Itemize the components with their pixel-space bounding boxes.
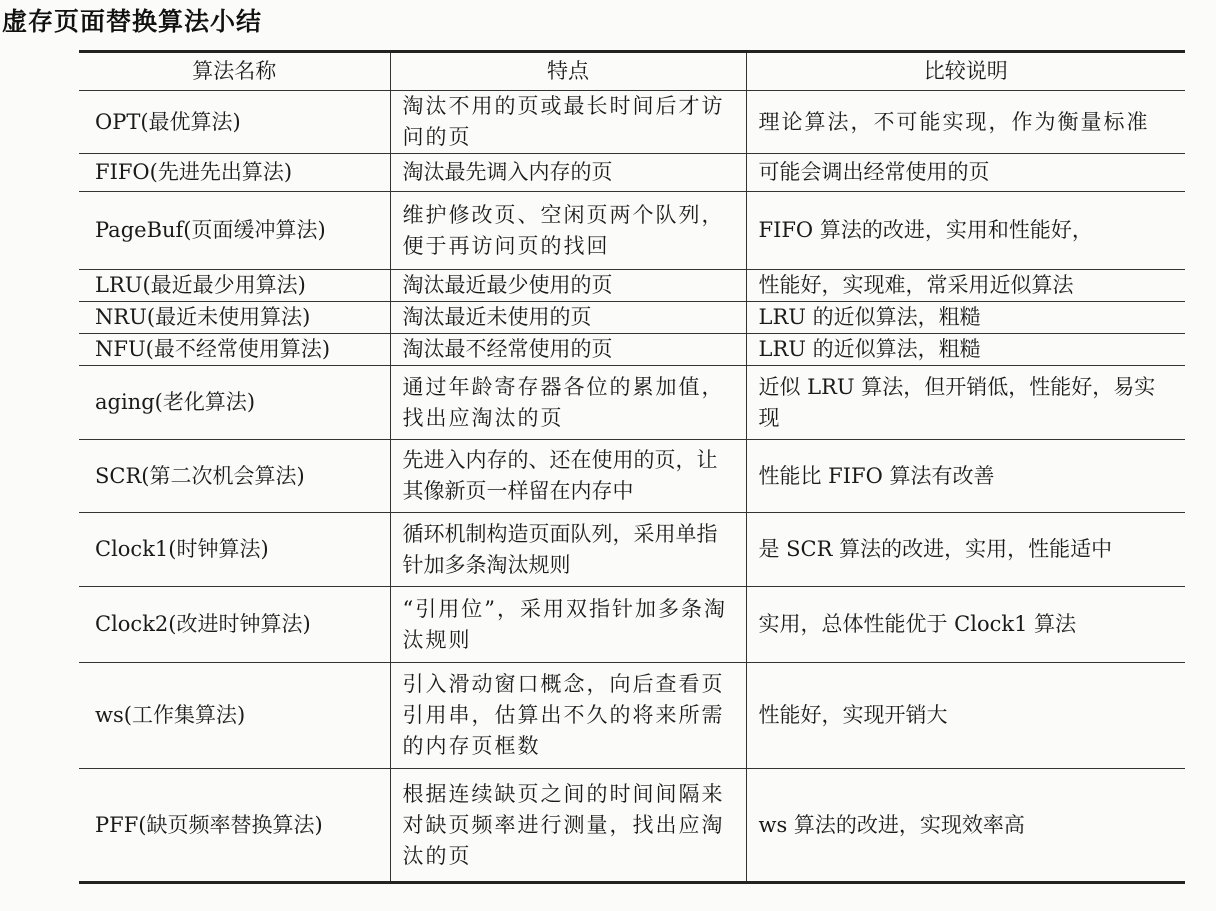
table-row bbox=[79, 192, 1185, 270]
table-row bbox=[79, 769, 1185, 883]
feature-cell: 根据连续缺页之间的时间间隔来对缺页频率进行测量，找出应淘汰的页 bbox=[390, 769, 746, 883]
comparison-cell: 实用，总体性能优于 Clock1 算法 bbox=[746, 587, 1185, 663]
comparison-cell: 近似 LRU 算法，但开销低，性能好，易实现 bbox=[746, 366, 1185, 440]
feature-cell: 循环机制构造页面队列，采用单指针加多条淘汰规则 bbox=[390, 513, 746, 587]
feature-cell: 先进入内存的、还在使用的页，让其像新页一样留在内存中 bbox=[390, 440, 746, 513]
algorithm-name-cell: NRU(最近未使用算法) bbox=[79, 302, 390, 334]
comparison-cell: FIFO 算法的改进，实用和性能好， bbox=[746, 192, 1185, 270]
table-header-row bbox=[79, 52, 1185, 91]
table-row bbox=[79, 302, 1185, 334]
algorithm-name-cell: NFU(最不经常使用算法) bbox=[79, 334, 390, 366]
page-title: 虚存页面替换算法小结 bbox=[2, 7, 263, 36]
table-row bbox=[79, 91, 1185, 154]
feature-cell: 淘汰不用的页或最长时间后才访问的页 bbox=[390, 91, 746, 154]
algorithm-name-cell: PFF(缺页频率替换算法) bbox=[79, 769, 390, 883]
feature-cell: 淘汰最近未使用的页 bbox=[390, 302, 746, 334]
table-row bbox=[79, 663, 1185, 769]
algorithm-name-cell: Clock2(改进时钟算法) bbox=[79, 587, 390, 663]
algorithm-name-cell: OPT(最优算法) bbox=[79, 91, 390, 154]
algorithm-name-cell: PageBuf(页面缓冲算法) bbox=[79, 192, 390, 270]
algorithm-summary-table bbox=[79, 50, 1185, 884]
comparison-cell: 性能好，实现难，常采用近似算法 bbox=[746, 270, 1185, 302]
algorithm-name-cell: SCR(第二次机会算法) bbox=[79, 440, 390, 513]
feature-cell: 引入滑动窗口概念，向后查看页引用串，估算出不久的将来所需的内存页框数 bbox=[390, 663, 746, 769]
comparison-cell: 是 SCR 算法的改进，实用，性能适中 bbox=[746, 513, 1185, 587]
table-row bbox=[79, 440, 1185, 513]
feature-cell: 通过年龄寄存器各位的累加值，找出应淘汰的页 bbox=[390, 366, 746, 440]
table-row bbox=[79, 587, 1185, 663]
comparison-cell: LRU 的近似算法，粗糙 bbox=[746, 302, 1185, 334]
feature-cell: 淘汰最先调入内存的页 bbox=[390, 154, 746, 192]
header-comparison: 比较说明 bbox=[746, 52, 1185, 91]
comparison-cell: LRU 的近似算法，粗糙 bbox=[746, 334, 1185, 366]
header-feature: 特点 bbox=[390, 52, 746, 91]
algorithm-name-cell: FIFO(先进先出算法) bbox=[79, 154, 390, 192]
algorithm-name-cell: Clock1(时钟算法) bbox=[79, 513, 390, 587]
comparison-cell: 理论算法，不可能实现，作为衡量标准 bbox=[746, 91, 1185, 154]
feature-cell: 淘汰最不经常使用的页 bbox=[390, 334, 746, 366]
comparison-cell: ws 算法的改进，实现效率高 bbox=[746, 769, 1185, 883]
table-row bbox=[79, 513, 1185, 587]
header-algorithm-name: 算法名称 bbox=[79, 52, 390, 91]
table-row bbox=[79, 334, 1185, 366]
table-row bbox=[79, 154, 1185, 192]
algorithm-name-cell: ws(工作集算法) bbox=[79, 663, 390, 769]
table-row bbox=[79, 366, 1185, 440]
feature-cell: 淘汰最近最少使用的页 bbox=[390, 270, 746, 302]
comparison-cell: 可能会调出经常使用的页 bbox=[746, 154, 1185, 192]
comparison-cell: 性能好，实现开销大 bbox=[746, 663, 1185, 769]
comparison-cell: 性能比 FIFO 算法有改善 bbox=[746, 440, 1185, 513]
table-row bbox=[79, 270, 1185, 302]
feature-cell: “引用位”，采用双指针加多条淘汰规则 bbox=[390, 587, 746, 663]
feature-cell: 维护修改页、空闲页两个队列，便于再访问页的找回 bbox=[390, 192, 746, 270]
algorithm-name-cell: LRU(最近最少用算法) bbox=[79, 270, 390, 302]
algorithm-name-cell: aging(老化算法) bbox=[79, 366, 390, 440]
